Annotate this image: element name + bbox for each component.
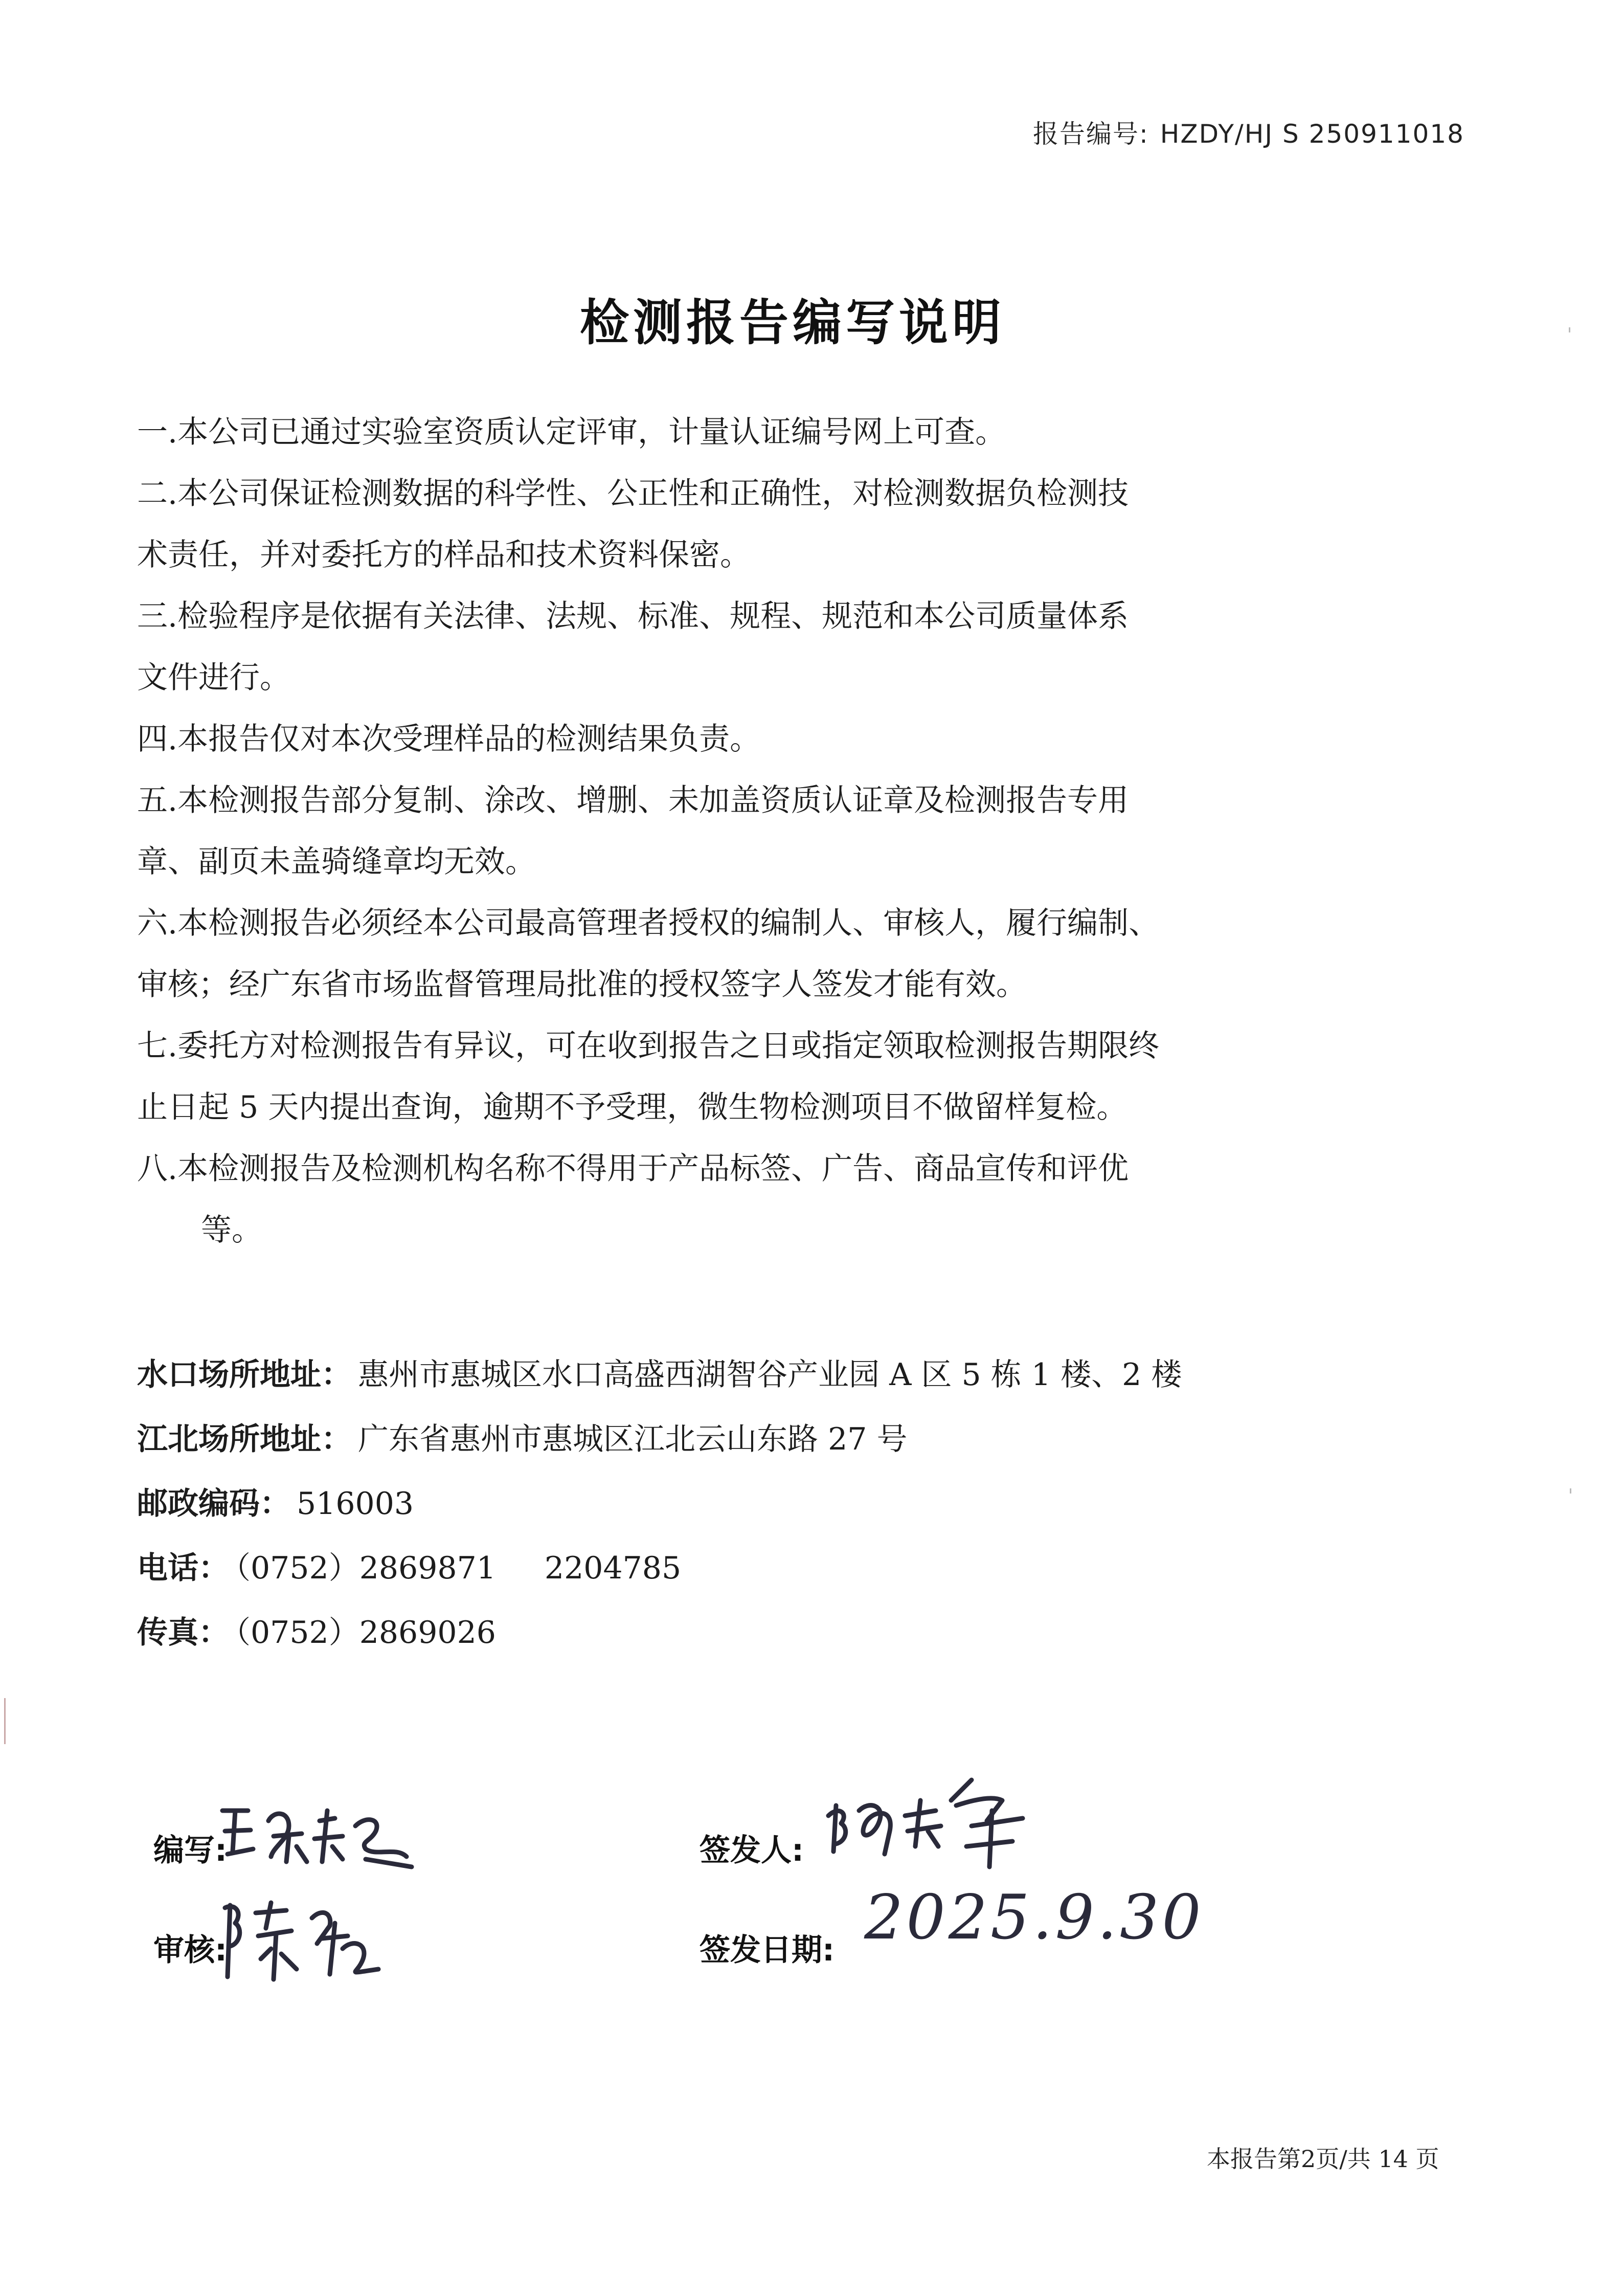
author-label: 编写: xyxy=(153,1833,227,1868)
issue-date-label: 签发日期: xyxy=(700,1932,834,1968)
note-item: 八.本检测报告及检测机构名称不得用于产品标签、广告、商品宣传和评优 xyxy=(137,1151,1129,1187)
notes-list xyxy=(137,402,1262,1261)
note-item: 七.委托方对检测报告有异议，可在收到报告之日或指定领取检测报告期限终 xyxy=(137,1028,1160,1064)
note-item: 一.本公司已通过实验室资质认定评审，计量认证编号网上可查。 xyxy=(137,414,1006,450)
report-number-value: HZDY/HJ S 250911018 xyxy=(1160,119,1464,149)
note-item-continuation: 文件进行。 xyxy=(137,660,290,696)
scan-margin-mark xyxy=(4,1698,6,1744)
fax: 传真： （0752）2869026 xyxy=(137,1615,496,1651)
note-item: 六.本检测报告必须经本公司最高管理者授权的编制人、审核人，履行编制、 xyxy=(137,905,1160,941)
page-footer: 本报告第2页/共 14 页 xyxy=(1207,2145,1439,2173)
note-item-continuation: 审核；经广东省市场监督管理局批准的授权签字人签发才能有效。 xyxy=(137,967,1027,1002)
issuer-label: 签发人: xyxy=(700,1833,804,1868)
page-title: 检测报告编写说明 xyxy=(580,294,1005,351)
note-item-continuation: 止日起 5 天内提出查询，逾期不予受理，微生物检测项目不做留样复检。 xyxy=(137,1089,1127,1125)
author-signature xyxy=(212,1790,427,1877)
note-item-continuation: 章、副页未盖骑缝章均无效。 xyxy=(137,844,536,880)
reviewer-signature xyxy=(215,1887,399,1990)
jiangbei-address: 江北场所地址： 广东省惠州市惠城区江北云山东路 27 号 xyxy=(137,1421,908,1457)
scan-margin-mark xyxy=(1570,1488,1571,1493)
reviewer-label: 审核: xyxy=(153,1932,227,1968)
shuikou-address: 水口场所地址： 惠州市惠城区水口高盛西湖智谷产业园 A 区 5 栋 1 楼、2 楼 xyxy=(137,1357,1182,1393)
note-item: 三.检验程序是依据有关法律、法规、标准、规程、规范和本公司质量体系 xyxy=(137,598,1129,634)
note-item-continuation: 术责任，并对委托方的样品和技术资料保密。 xyxy=(137,537,751,573)
contact-info xyxy=(137,1343,1313,1665)
report-number-label: 报告编号: xyxy=(1033,119,1149,149)
note-item-continuation: 等。 xyxy=(201,1212,262,1248)
note-item: 五.本检测报告部分复制、涂改、增删、未加盖资质认证章及检测报告专用 xyxy=(137,783,1129,818)
phone: 电话： （0752）2869871 2204785 xyxy=(137,1550,682,1586)
note-item: 二.本公司保证检测数据的科学性、公正性和正确性，对检测数据负检测技 xyxy=(137,476,1129,511)
report-number xyxy=(1033,114,1464,150)
issue-date-handwritten: 2025.9.30 xyxy=(864,1882,1204,1953)
note-item: 四.本报告仅对本次受理样品的检测结果负责。 xyxy=(137,721,761,757)
issuer-signature xyxy=(818,1770,1043,1872)
postcode: 邮政编码： 516003 xyxy=(137,1486,414,1522)
